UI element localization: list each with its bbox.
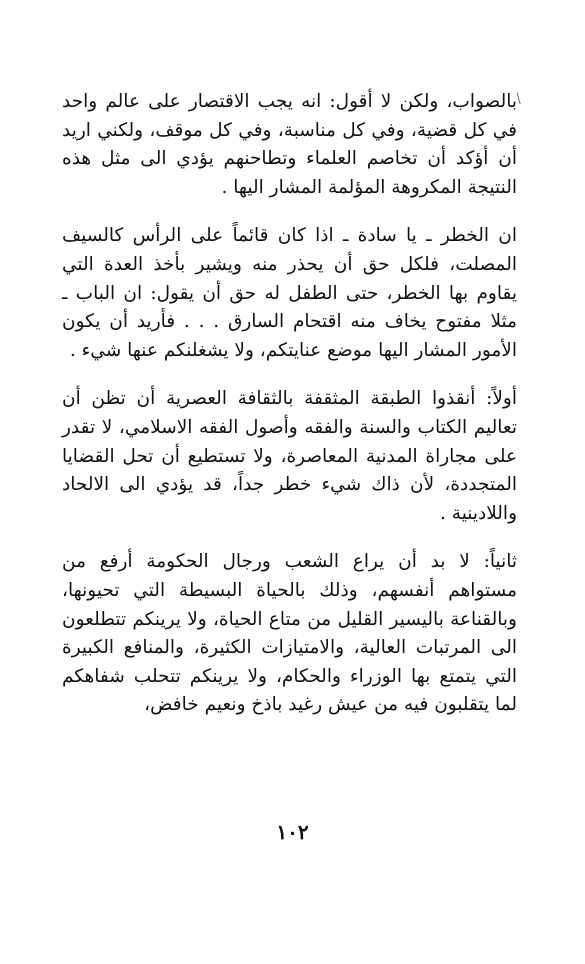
- paragraph-4: ثانياً: لا بد أن يراع الشعب ورجال الحكومة أرفع من مستواهم أنفسهم، وذلك بالحياة البسيطة التي تحيونها، وبالقناعة باليسير القليل من متاع الحياة، ولا يرينكم تتطلعون الى المرتبات العالية، والامتيازات الكثيرة، والمنافع الكبيرة التي يتمتع بها الوزراء والحكام، ولا يرينكم تتحلب شفاهكم لما يتقلبون فيه من عيش رغيد باذخ ونعيم خافض،: [62, 551, 517, 716]
- paragraph-2: ان الخطر ـ يا سادة ـ اذا كان قائماً على الرأس كالسيف المصلت، فلكل حق أن يحذر منه ويشير بأخذ العدة التي يقاوم بها الخطر، حتى الطفل له حق أن يقول: ان الباب ـ مثلا مفتوح يخاف منه اقتحام السارق . . . فأريد أن يكون الأمور المشار اليها موضع عنايتكم، ولا يشغلنكم عنها شيء .: [62, 225, 517, 361]
- paragraph-3: أولاً: أنقذوا الطبقة المثقفة بالثقافة العصرية أن تظن أن تعاليم الكتاب والسنة والفقه وأصول الفقه الاسلامي، لا تقدر على مجاراة المدنية المعاصرة، ولا تستطيع أن تحل القضايا المتجددة، لأن ذاك شيء خطر جداً، قد يؤدي الى الالحاد واللادينية .: [62, 388, 517, 524]
- body-text: [62, 88, 517, 720]
- margin-mark: [517, 92, 525, 105]
- page-number: ١٠٢: [276, 820, 309, 844]
- paragraph-1: بالصواب، ولكن لا أقول: انه يجب الاقتصار على عالم واحد في كل قضية، وفي كل مناسبة، وفي كل موقف، ولكني اريد أن أؤكد أن تخاصم العلماء وتطاحنهم يؤدي الى مثل هذه النتيجة المكروهة المؤلمة المشار اليها .: [62, 91, 517, 198]
